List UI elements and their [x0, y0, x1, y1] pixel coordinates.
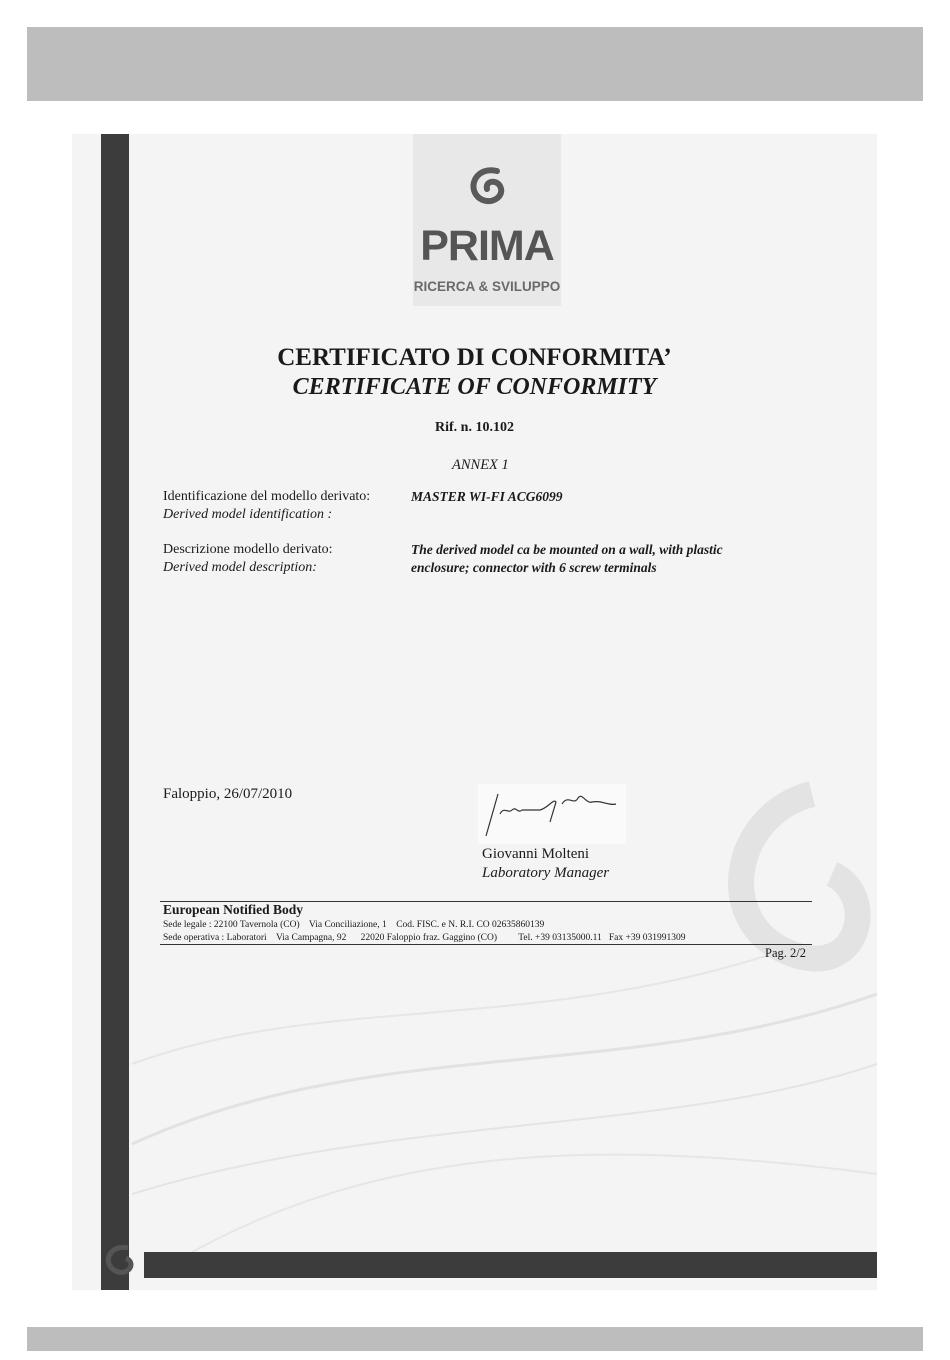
place-date: Faloppio, 26/07/2010: [163, 786, 293, 802]
footer-bottom-rule: [160, 944, 812, 945]
bottom-gray-bar: [27, 1327, 923, 1351]
footer-operational-address: Sede operativa : Laboratori Via Campagna, 92 22020 Faloppio fraz. Gaggino (CO) Tel. +39 03135000.11 Fax +39 031991309: [163, 933, 686, 943]
left-dark-stripe: [101, 134, 129, 1290]
logo-name: PRIMA: [420, 222, 554, 270]
description-value-line2: enclosure; connector with 6 screw terminals: [411, 560, 657, 575]
top-gray-bar: [27, 27, 923, 101]
bottom-dark-stripe: [144, 1252, 877, 1278]
signer-role: Laboratory Manager: [482, 865, 610, 881]
logo-subtitle: RICERCA & SVILUPPO: [413, 279, 561, 294]
annex-label: ANNEX 1: [452, 457, 509, 473]
certificate-document: [72, 134, 877, 1290]
title-italian: CERTIFICATO DI CONFORMITA’: [277, 344, 672, 371]
identification-label-en: Derived model identification :: [163, 507, 333, 522]
identification-value: MASTER WI-FI ACG6099: [411, 489, 563, 504]
signer-name: Giovanni Molteni: [482, 846, 590, 862]
description-label-en: Derived model description:: [163, 560, 317, 575]
description-label-it: Descrizione modello derivato:: [163, 542, 333, 557]
small-swirl-logo-icon: [98, 1240, 142, 1280]
title-english: CERTIFICATE OF CONFORMITY: [292, 374, 657, 400]
prima-swirl-logo-icon: [463, 164, 511, 210]
background-swirl-decoration: [72, 134, 877, 1290]
footer-legal-address: Sede legale : 22100 Tavernola (CO) Via Conciliazione, 1 Cod. FISC. e N. R.I. CO 02635860139: [163, 920, 545, 930]
signature: [478, 784, 626, 844]
description-value-line1: The derived model ca be mounted on a wall, with plastic: [411, 542, 723, 557]
page-number: Pag. 2/2: [765, 946, 806, 960]
prima-logo: [413, 134, 561, 306]
identification-label-it: Identificazione del modello derivato:: [163, 489, 371, 504]
footer-heading: European Notified Body: [163, 902, 304, 917]
reference-number: Rif. n. 10.102: [435, 420, 514, 435]
